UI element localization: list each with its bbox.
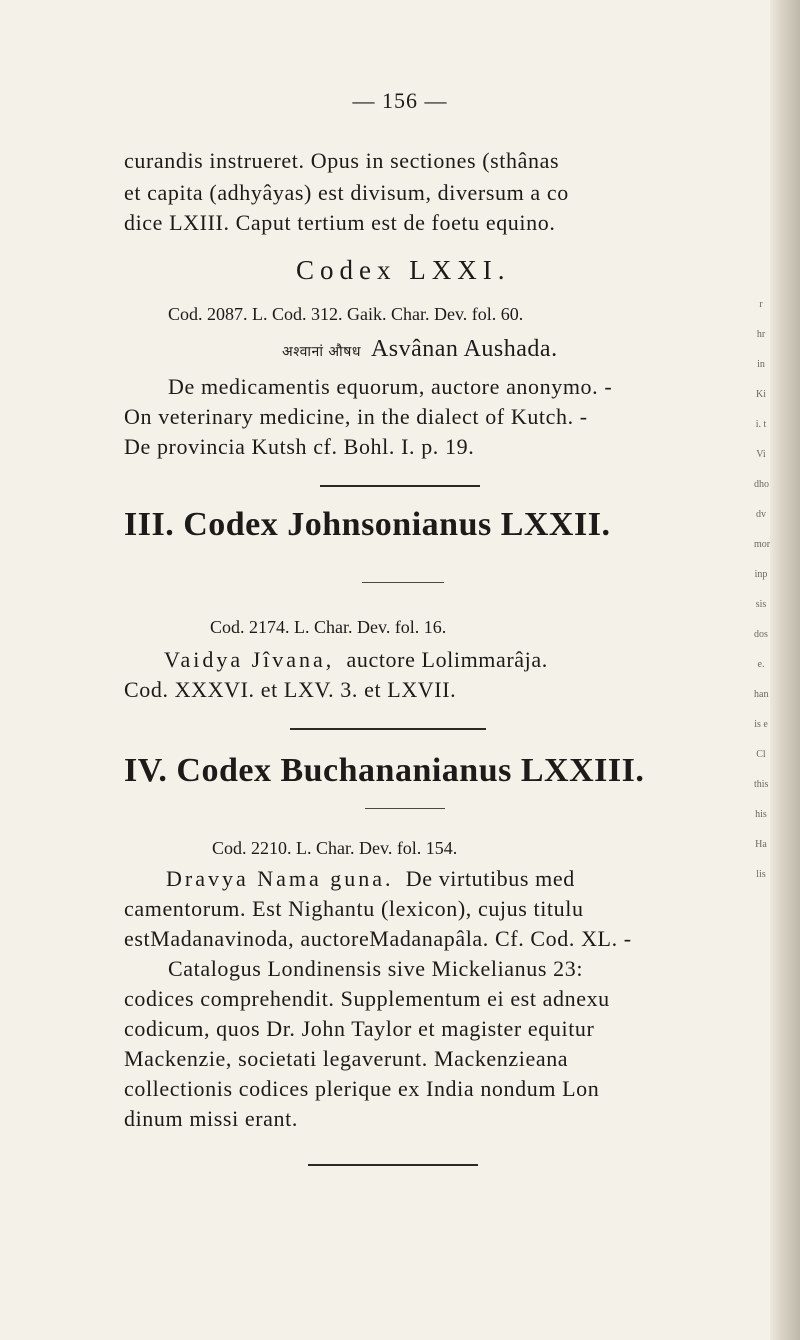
gutter-fragment: inp [754, 569, 768, 580]
gutter-fragment: dho [754, 479, 769, 490]
codex-lxxii-author: auctore Lolimmarâja. [346, 647, 548, 672]
intro-line-2: et capita (adhyâyas) est divisum, diversum a co [124, 180, 569, 205]
codex-lxxi-title: Asvânan Aushada. [370, 336, 558, 362]
codex-lxxii-title-line [164, 647, 548, 673]
codex-lxxiii-desc-9: dinum missi erant. [124, 1106, 298, 1131]
codex-lxxi-desc-2: On veterinary medicine, in the dialect of Kutch. - [124, 404, 588, 429]
codex-lxxiii-cod-line: Cod. 2210. L. Char. Dev. fol. 154. [212, 838, 458, 858]
short-rule [362, 582, 444, 583]
section-iv-heading: IV. Codex Buchananianus LXXIII. [124, 752, 645, 789]
codex-lxxiii-title: Dravya Nama guna. [166, 866, 394, 891]
divider [320, 485, 480, 487]
gutter-fragment: Ki [756, 389, 766, 400]
gutter-fragment: Vi [756, 449, 766, 460]
codex-lxxii-ref: Cod. XXXVI. et LXV. 3. et LXVII. [124, 677, 457, 702]
gutter-fragment: han [754, 689, 769, 700]
divider [308, 1164, 478, 1166]
codex-lxxiii-desc-4: Catalogus Londinensis sive Mickelianus 23: [168, 956, 584, 981]
gutter-fragment: mor [754, 539, 771, 550]
divider [290, 728, 486, 730]
gutter-fragment: this [754, 779, 769, 790]
gutter-fragment: Cl [756, 749, 766, 760]
codex-lxxiii-title-line [166, 866, 575, 892]
section-iii-heading: III. Codex Johnsonianus LXXII. [124, 506, 611, 543]
gutter-fragment: r [759, 299, 763, 310]
codex-lxxii-title: Vaidya Jîvana, [164, 647, 335, 672]
gutter-fragment: i. t [755, 419, 767, 430]
codex-lxxi-desc-1: De medicamentis equorum, auctore anonymo. - [168, 374, 613, 399]
gutter-fragment: sis [755, 599, 767, 610]
intro-line-3: dice LXIII. Caput tertium est de foetu equino. [124, 210, 556, 235]
codex-lxxiii-desc-6: codicum, quos Dr. John Taylor et magister equitur [124, 1016, 595, 1041]
codex-lxxii-cod-line: Cod. 2174. L. Char. Dev. fol. 16. [210, 617, 447, 637]
codex-lxxiii-desc-5: codices comprehendit. Supplementum ei est adnexu [124, 986, 610, 1011]
codex-lxxiii-desc-8: collectionis codices plerique ex India nondum Lon [124, 1076, 600, 1101]
codex-lxxiii-desc-7: Mackenzie, societati legaverunt. Mackenzieana [124, 1046, 569, 1071]
gutter-fragment: in [757, 359, 765, 370]
gutter-fragment: dv [756, 509, 766, 520]
devanagari-title: अश्वानां औषध [282, 344, 361, 360]
page-number: — 156 — [352, 88, 448, 113]
codex-lxxi-cod-line: Cod. 2087. L. Cod. 312. Gaik. Char. Dev. fol. 60. [168, 304, 524, 324]
codex-lxxi-desc-3: De provincia Kutsh cf. Bohl. I. p. 19. [124, 434, 475, 459]
gutter-fragment: is e [754, 719, 768, 730]
codex-lxxi-heading: Codex LXXI. [296, 255, 511, 285]
intro-line-1: curandis instrueret. Opus in sectiones (sthânas [124, 148, 560, 173]
gutter-fragment: dos [754, 629, 768, 640]
codex-lxxiii-desc-1: De virtutibus med [405, 866, 575, 891]
gutter-fragment: e. [757, 659, 765, 670]
codex-lxxiii-desc-3: estMadanavinoda, auctoreMadanapâla. Cf. Cod. XL. - [124, 926, 632, 951]
short-rule [365, 808, 445, 809]
gutter-fragment: Ha [755, 839, 767, 850]
gutter-fragment: lis [756, 869, 766, 880]
codex-lxxi-title-line [282, 336, 558, 363]
gutter-fragment: hr [756, 329, 766, 340]
codex-lxxiii-desc-2: camentorum. Est Nighantu (lexicon), cujus titulu [124, 896, 584, 921]
gutter-fragment: his [755, 809, 767, 820]
